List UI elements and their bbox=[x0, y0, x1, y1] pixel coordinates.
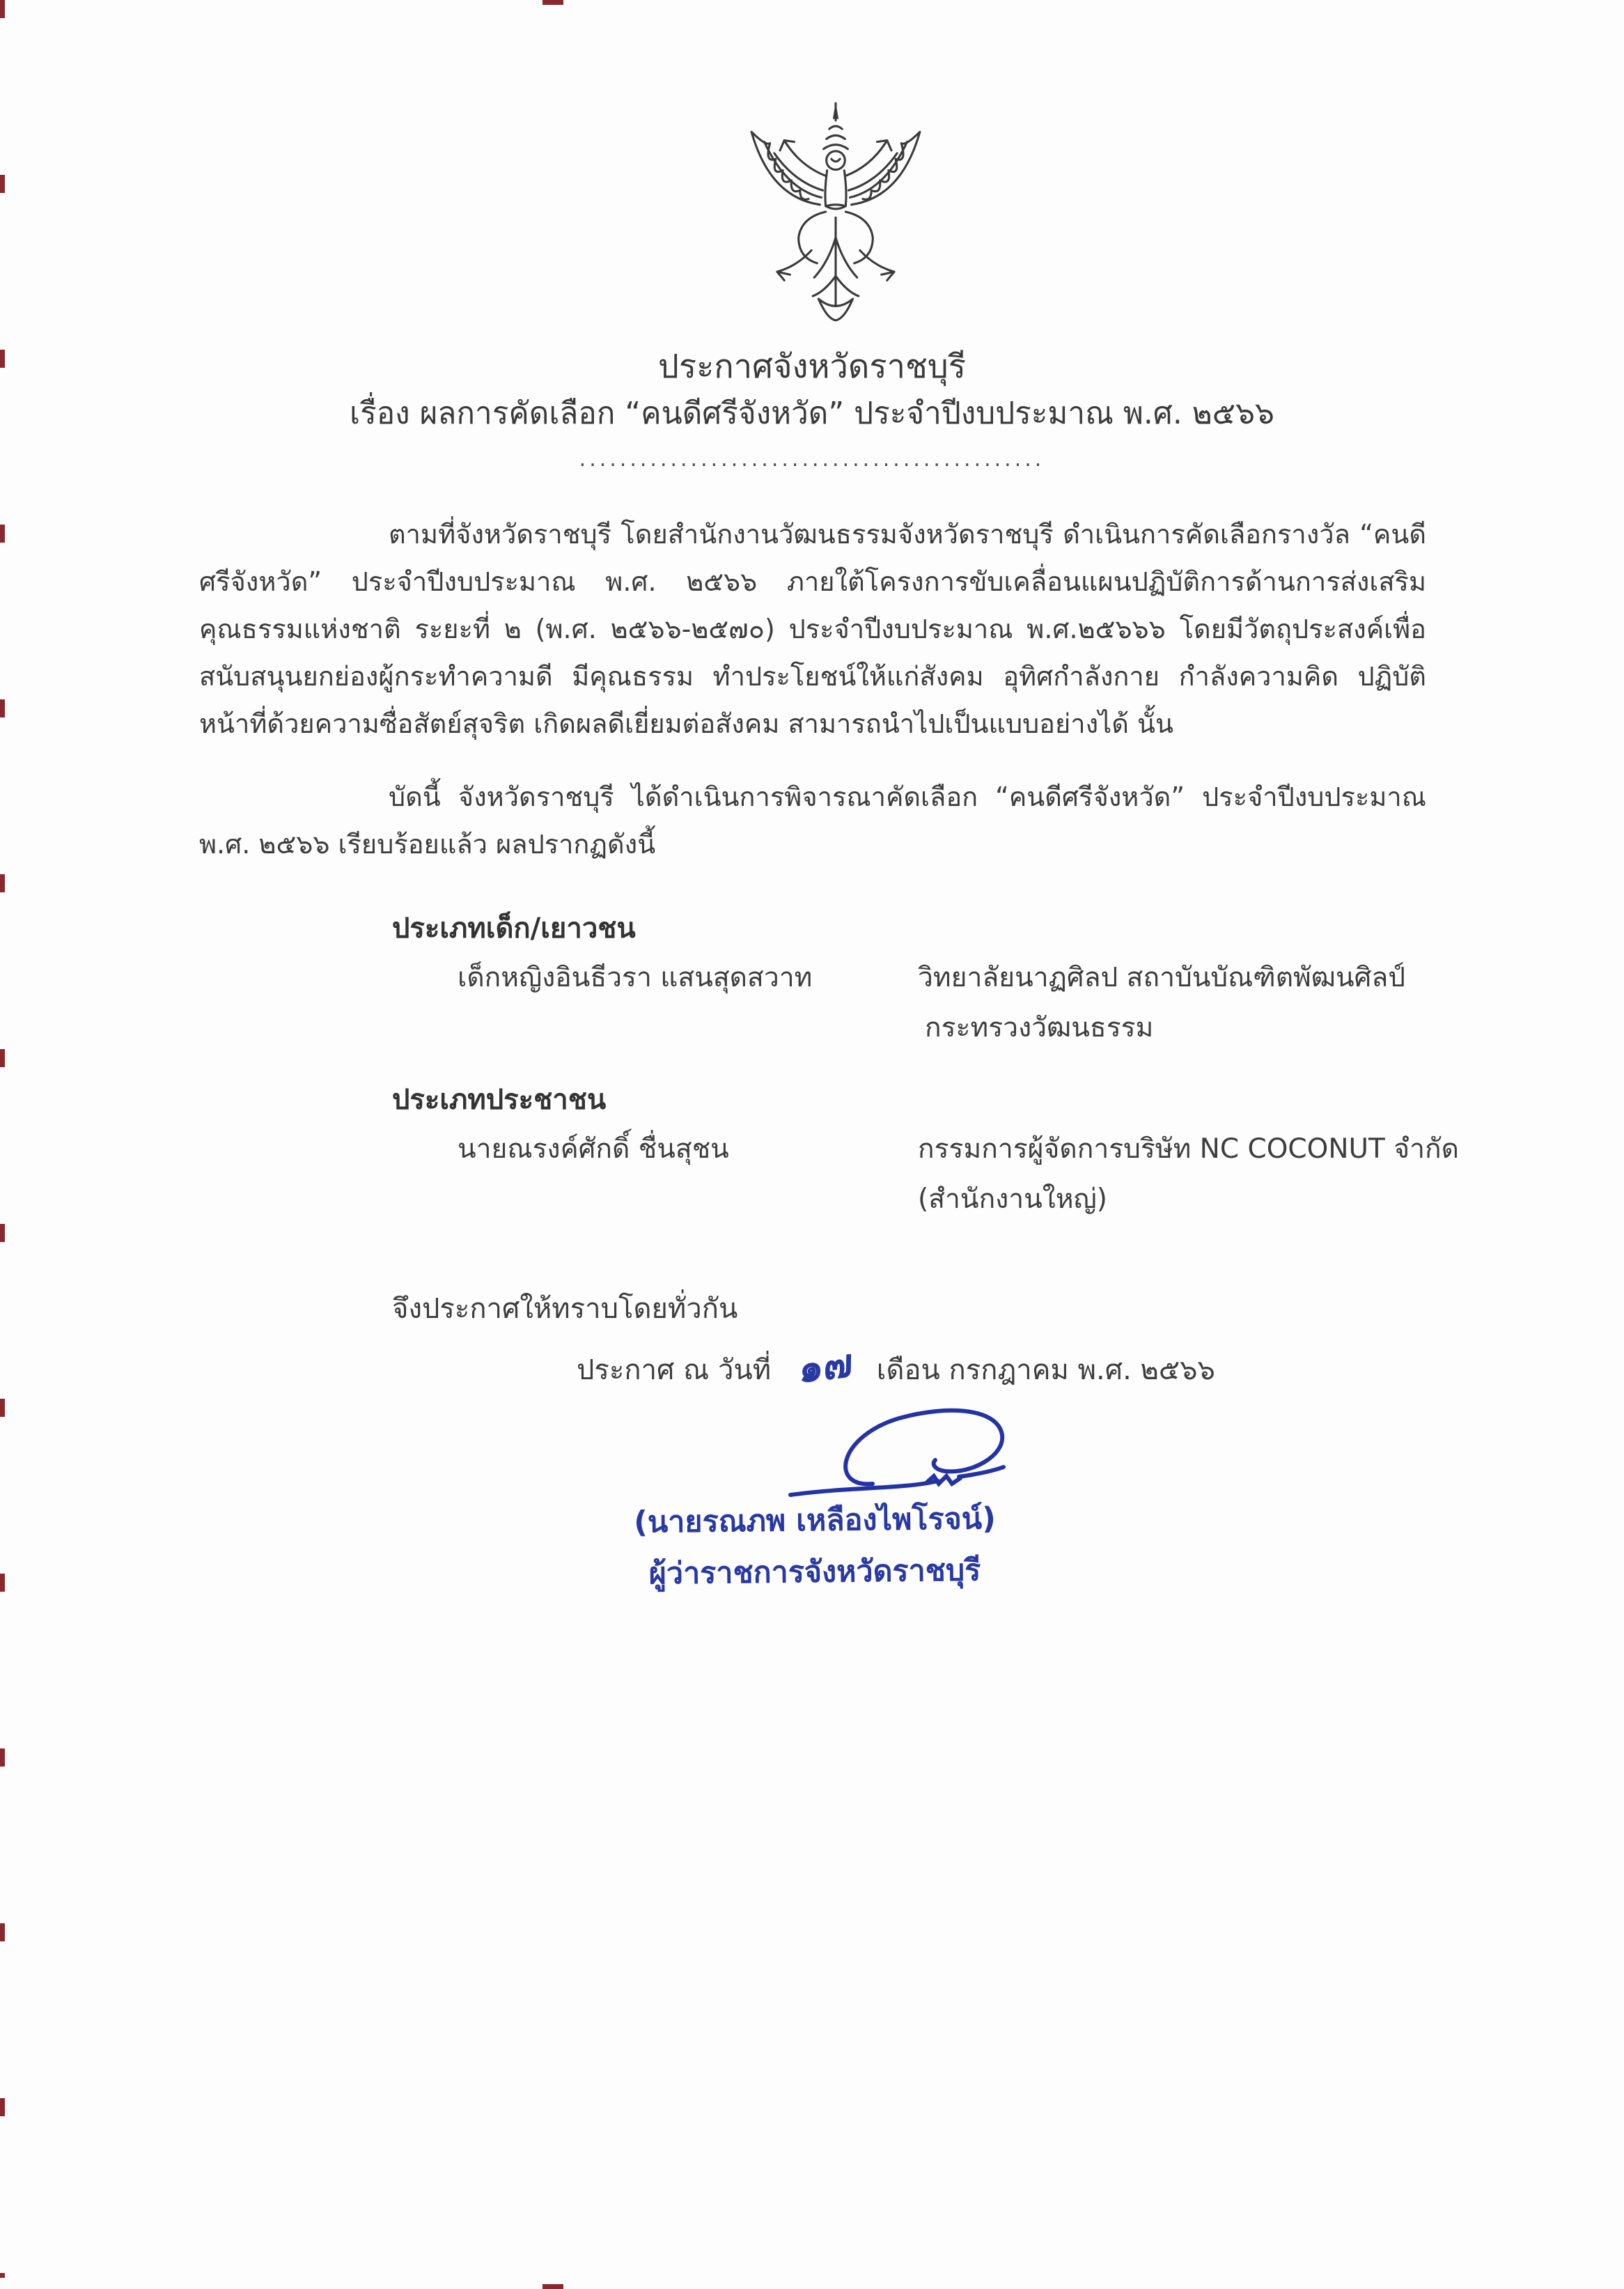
handwritten-day-number: ๑๗ bbox=[798, 1340, 854, 1393]
awardee-affiliation-youth-line1: วิทยาลัยนาฏศิลป สถาบันบัณฑิตพัฒนศิลป์ bbox=[918, 962, 1406, 993]
dotted-divider: .............................................. bbox=[579, 447, 1045, 472]
awardee-affiliation-citizen-line2: (สำนักงานใหญ่) bbox=[918, 1184, 1107, 1215]
scan-edge-mark-bottom bbox=[542, 2284, 563, 2289]
document-title: ประกาศจังหวัดราชบุรี bbox=[657, 348, 966, 386]
date-suffix: เดือน กรกฎาคม พ.ศ. ๒๕๖๖ bbox=[876, 1354, 1215, 1386]
section-heading-youth-category: ประเภทเด็ก/เยาวชน bbox=[392, 913, 636, 945]
awardee-name-citizen: นายณรงค์ศักดิ์ ชื่นสุชน bbox=[458, 1133, 729, 1165]
section-heading-citizen-category: ประเภทประชาชน bbox=[392, 1084, 607, 1116]
awardee-affiliation-youth-line2: กระทรวงวัฒนธรรม bbox=[925, 1012, 1154, 1043]
signer-title: ผู้ว่าราชการจังหวัดราชบุรี bbox=[648, 1553, 981, 1592]
document-subject: เรื่อง ผลการคัดเลือก “คนดีศรีจังหวัด” ประจำปีงบประมาณ พ.ศ. ๒๕๖๖ bbox=[350, 396, 1274, 431]
announcement-date-line bbox=[577, 1340, 1215, 1393]
date-prefix: ประกาศ ณ วันที่ bbox=[577, 1354, 772, 1386]
garuda-emblem-icon bbox=[728, 96, 944, 325]
paragraph-results-intro: บัดนี้ จังหวัดราชบุรี ได้ดำเนินการพิจารณาคัดเลือก “คนดีศรีจังหวัด” ประจำปีงบประมาณ พ.ศ. ๒๕๖๖ เรียบร้อยแล้ว ผลปรากฏดังนี้ bbox=[199, 782, 1426, 860]
awardee-affiliation-citizen-line1: กรรมการผู้จัดการบริษัท NC COCONUT จำกัด bbox=[918, 1133, 1459, 1165]
signer-name: (นายรณภพ เหลืองไพโรจน์) bbox=[633, 1501, 997, 1540]
closing-statement: จึงประกาศให้ทราบโดยทั่วกัน bbox=[392, 1293, 738, 1325]
paragraph-background: ตามที่จังหวัดราชบุรี โดยสำนักงานวัฒนธรรมจังหวัดราชบุรี ดำเนินการคัดเลือกรางวัล “คนดีศรีจังหวัด” ประจำปีงบประมาณ พ.ศ. ๒๕๖๖ ภายใต้โครงการขับเคลื่อนแผนปฏิบัติการด้านการส่งเสริมคุณธรรมแห่งชาติ ระยะที่ ๒ (พ.ศ. ๒๕๖๖-๒๕๗๐) ประจำปีงบประมาณ พ.ศ.๒๕๖๖๖ โดยมีวัตถุประสงค์เพื่อสนับสนุนยกย่องผู้กระทำความดี มีคุณธรรม ทำประโยชน์ให้แก่สังคม อุทิศกำลังกาย กำลังความคิด ปฏิบัติหน้าที่ด้วยความซื่อสัตย์สุจริต เกิดผลดีเยี่ยมต่อสังคม สามารถนำไปเป็นแบบอย่างได้ นั้น bbox=[199, 519, 1426, 739]
scan-edge-mark-top bbox=[542, 0, 563, 5]
awardee-name-youth: เด็กหญิงอินธีวรา แสนสุดสวาท bbox=[458, 962, 813, 993]
